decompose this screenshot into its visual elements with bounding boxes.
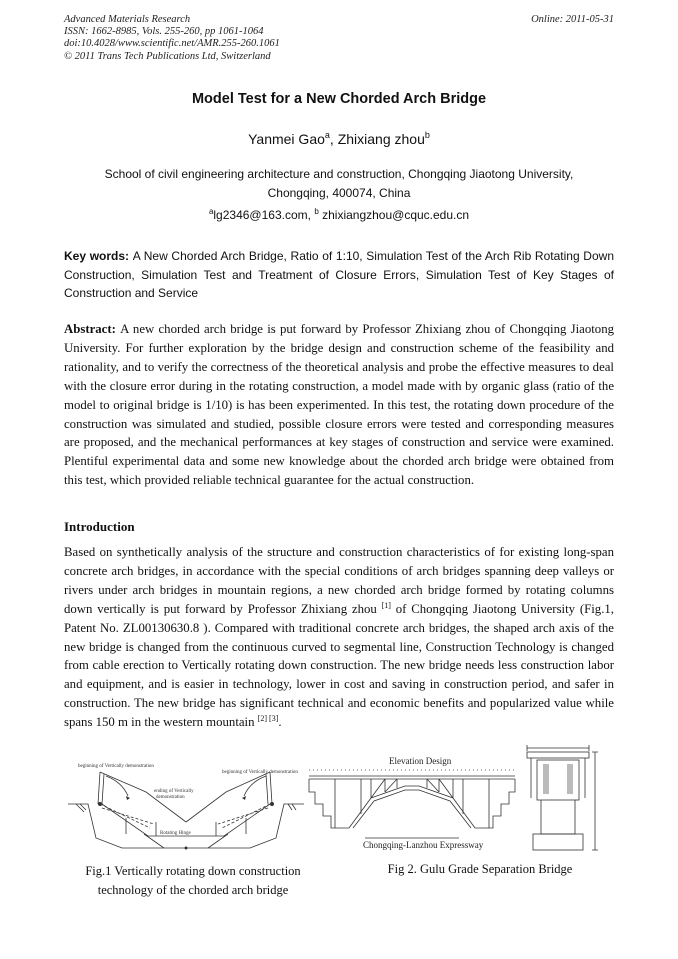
journal-name: Advanced Materials Research [64, 14, 191, 25]
author-1: Yanmei Gao [248, 131, 325, 147]
author-separator: , [329, 131, 338, 147]
email-a-sup: a [208, 207, 214, 216]
fig2-label-bottom: Chongqing-Lanzhou Expressway [363, 840, 484, 850]
introduction-heading: Introduction [64, 519, 135, 534]
paper-title: Model Test for a New Chorded Arch Bridge [191, 91, 487, 107]
figure-2-diagram [305, 742, 615, 862]
email-a: lg2346@163.com, [213, 208, 315, 222]
email-line [0, 207, 678, 222]
doi-line: doi:10.4028/www.scientific.net/AMR.255-260.1061 [64, 38, 280, 50]
abstract-text: A new chorded arch bridge is put forward by Professor Zhixiang zhou of Chongqing Jiaotong University. For further exploration by the bridge design and construction scheme of the feasibility and rationality, and to verify the correctness of the theoretical analysis and probe the effective measures to deal with the closure error during in the rotating construction, a model made with by organic glass (ratio of the model to original bridge is 1/10) is has been experimented. In this test, the rotating down procedure of the construction was simulated and studied, possible closure errors were tested and corresponding measures are proposed, and the mechanical performances at key stages of construction and service were examined. Plentiful experimental data and some new knowledge about the chorded arch bridge were obtained from this test, which provided reliable technical guarantee for the actual construction. [64, 322, 614, 488]
affiliation: School of civil engineering architecture and construction, Chongqing Jiaotong University, Chongqing, 400074, China [104, 167, 574, 200]
intro-ref-2: [2] [3] [257, 714, 279, 724]
fig1-label-mid-2: demonstration [156, 795, 185, 800]
keywords-label: Key words: [64, 249, 133, 263]
journal-header [64, 14, 280, 63]
fig2-label-top: Elevation Design [389, 756, 452, 766]
figure-1-diagram [66, 752, 306, 857]
issn-line: ISSN: 1662-8985, Vols. 255-260, pp 1061-1064 [64, 26, 264, 38]
keywords-text: A New Chorded Arch Bridge, Ratio of 1:10, Simulation Test of the Arch Rib Rotating Down Construction, Simulation Test and Treatment of Closure Errors, Simulation Test of Key Stages of Construction and Service [64, 249, 614, 300]
intro-text-2: of Chongqing Jiaotong University (Fig.1, Patent No. ZL00130630.8 ). Compared with traditional concrete arch bridges, the shaped arch axis of the new bridge is changed from the continuous curved to segmental line, Construction Technology is changed from cable erection to Vertically rotating down construction. The new bridge needs less construction labor and equipment, and is easier in technology, lower in cost and saving in construction period, and safer in construction. The new bridge has significant technical and economic benefits and popularized value while spans 150 m in the western mountain [64, 601, 614, 730]
keywords [64, 247, 614, 303]
introduction-body [64, 543, 614, 732]
figure-2-caption: Fig 2. Gulu Grade Separation Bridge [387, 862, 573, 876]
fig1-label-left: beginning of Vertically demonstration [78, 764, 154, 769]
online-date: Online: 2011-05-31 [531, 14, 614, 25]
fig1-label-hinge: Rotating Hinge [160, 831, 191, 836]
intro-text-3: . [278, 715, 282, 730]
copyright-line: © 2011 Trans Tech Publications Ltd, Switzerland [64, 50, 271, 62]
abstract-label: Abstract: [64, 322, 121, 336]
intro-ref-1: [1] [381, 600, 391, 610]
email-b: zhixiangzhou@cquc.edu.cn [318, 208, 470, 222]
email-b-sup: b [314, 207, 319, 216]
author-2: Zhixiang zhou [337, 131, 425, 147]
fig1-label-mid-1: ending of Vertically [154, 789, 194, 794]
fig1-label-right: beginning of Vertically demonstration [222, 770, 298, 775]
author-list [0, 130, 678, 147]
figure-1-caption: Fig.1 Vertically rotating down construction technology of the chorded arch bridge [85, 864, 301, 897]
intro-text-1: Based on synthetically analysis of the structure and construction characteristics of for existing long-span concrete arch bridges, in accordance with the special conditions of arch bridges spanning deep valleys or rivers under arch bridges in mountain regions, a new chorded arch bridge formed by rotating columns down vertically is put forward by Professor Zhixiang zhou [64, 545, 614, 616]
author-1-sup: a [324, 130, 330, 140]
abstract [64, 320, 614, 490]
author-2-sup: b [424, 130, 430, 140]
